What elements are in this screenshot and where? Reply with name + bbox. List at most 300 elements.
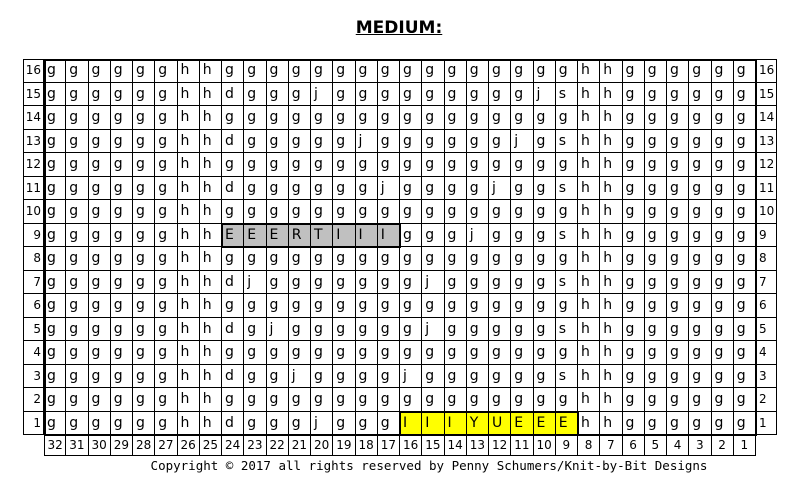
stitch-cell: g xyxy=(244,200,266,224)
stitch-cell: g xyxy=(111,177,133,201)
stitch-cell: h xyxy=(200,247,222,271)
stitch-cell: h xyxy=(600,177,622,201)
stitch-cell: h xyxy=(578,106,600,130)
stitch-cell: g xyxy=(534,294,556,318)
stitch-cell: g xyxy=(645,83,667,107)
stitch-cell: g xyxy=(422,59,444,83)
stitch-cell: g xyxy=(244,318,266,342)
stitch-cell: g xyxy=(378,388,400,412)
stitch-cell: g xyxy=(489,388,511,412)
stitch-cell: g xyxy=(311,388,333,412)
stitch-cell: s xyxy=(556,177,578,201)
row-number-right: 16 xyxy=(756,59,777,83)
stitch-cell: g xyxy=(467,388,489,412)
stitch-cell: h xyxy=(200,318,222,342)
stitch-cell: g xyxy=(511,318,533,342)
stitch-cell: g xyxy=(289,341,311,365)
stitch-cell: g xyxy=(734,247,756,271)
stitch-cell: g xyxy=(44,83,66,107)
stitch-cell: g xyxy=(667,83,689,107)
stitch-cell: g xyxy=(356,412,378,436)
stitch-cell: g xyxy=(734,59,756,83)
column-number: 14 xyxy=(445,435,467,456)
stitch-cell: g xyxy=(356,247,378,271)
stitch-cell: g xyxy=(689,294,711,318)
stitch-cell: g xyxy=(734,153,756,177)
stitch-cell: g xyxy=(66,388,88,412)
row-number-left: 4 xyxy=(23,341,44,365)
stitch-cell: g xyxy=(467,153,489,177)
stitch-cell: h xyxy=(600,59,622,83)
stitch-cell: g xyxy=(66,130,88,154)
stitch-cell: h xyxy=(578,365,600,389)
stitch-cell: g xyxy=(623,271,645,295)
stitch-cell: g xyxy=(378,318,400,342)
stitch-cell: g xyxy=(311,59,333,83)
stitch-cell: g xyxy=(133,388,155,412)
stitch-cell: g xyxy=(133,224,155,248)
stitch-cell: g xyxy=(445,247,467,271)
stitch-cell: g xyxy=(489,341,511,365)
stitch-cell: g xyxy=(645,130,667,154)
stitch-cell: g xyxy=(222,200,244,224)
stitch-cell: g xyxy=(267,412,289,436)
stitch-cell: h xyxy=(200,153,222,177)
stitch-cell: h xyxy=(578,130,600,154)
stitch-cell: g xyxy=(111,224,133,248)
stitch-cell: g xyxy=(155,318,177,342)
stitch-cell: g xyxy=(445,153,467,177)
stitch-cell: g xyxy=(667,200,689,224)
stitch-cell: h xyxy=(600,412,622,436)
stitch-cell: g xyxy=(623,412,645,436)
column-number: 26 xyxy=(178,435,200,456)
stitch-cell: g xyxy=(356,271,378,295)
chart-title: MEDIUM: xyxy=(355,18,443,38)
stitch-cell: g xyxy=(267,388,289,412)
stitch-cell: g xyxy=(333,200,355,224)
stitch-cell: g xyxy=(44,412,66,436)
stitch-cell: g xyxy=(111,388,133,412)
stitch-cell: g xyxy=(267,294,289,318)
stitch-cell: g xyxy=(44,365,66,389)
stitch-cell: g xyxy=(422,83,444,107)
stitch-cell: j xyxy=(311,83,333,107)
stitch-cell: h xyxy=(178,83,200,107)
stitch-cell: g xyxy=(445,365,467,389)
stitch-cell: g xyxy=(66,294,88,318)
stitch-cell: j xyxy=(422,318,444,342)
row-number-right: 4 xyxy=(756,341,777,365)
stitch-cell: g xyxy=(244,130,266,154)
stitch-cell: g xyxy=(556,200,578,224)
stitch-cell: g xyxy=(489,200,511,224)
stitch-cell: g xyxy=(712,341,734,365)
stitch-cell: h xyxy=(200,224,222,248)
stitch-cell: g xyxy=(155,130,177,154)
stitch-cell: g xyxy=(734,130,756,154)
stitch-cell: g xyxy=(89,153,111,177)
stitch-cell: g xyxy=(534,341,556,365)
stitch-cell: g xyxy=(89,341,111,365)
stitch-cell: g xyxy=(734,412,756,436)
stitch-cell: g xyxy=(534,388,556,412)
stitch-cell: g xyxy=(111,247,133,271)
stitch-cell: g xyxy=(44,59,66,83)
stitch-cell: g xyxy=(133,294,155,318)
stitch-cell: g xyxy=(422,247,444,271)
stitch-cell: g xyxy=(645,106,667,130)
stitch-cell: g xyxy=(422,130,444,154)
stitch-cell: g xyxy=(111,130,133,154)
row-number-left: 16 xyxy=(23,59,44,83)
stitch-cell: g xyxy=(734,271,756,295)
stitch-cell: g xyxy=(378,153,400,177)
stitch-cell: g xyxy=(89,388,111,412)
stitch-cell: h xyxy=(178,177,200,201)
stitch-cell: g xyxy=(155,59,177,83)
stitch-cell: j xyxy=(534,83,556,107)
stitch-cell: g xyxy=(645,271,667,295)
stitch-cell: g xyxy=(400,224,422,248)
stitch-cell: h xyxy=(178,271,200,295)
stitch-cell: g xyxy=(289,318,311,342)
stitch-cell: h xyxy=(578,200,600,224)
stitch-cell: g xyxy=(89,106,111,130)
stitch-cell: s xyxy=(556,224,578,248)
stitch-cell: g xyxy=(400,271,422,295)
stitch-cell: g xyxy=(534,318,556,342)
stitch-cell: g xyxy=(511,224,533,248)
stitch-cell: g xyxy=(445,130,467,154)
row-number-left: 5 xyxy=(23,318,44,342)
stitch-cell: g xyxy=(511,106,533,130)
stitch-cell: g xyxy=(534,247,556,271)
stitch-cell: g xyxy=(489,271,511,295)
stitch-cell: g xyxy=(133,177,155,201)
stitch-cell: g xyxy=(712,412,734,436)
stitch-cell: h xyxy=(578,177,600,201)
stitch-cell: g xyxy=(645,318,667,342)
stitch-cell: h xyxy=(178,224,200,248)
stitch-cell: g xyxy=(356,83,378,107)
stitch-cell: g xyxy=(489,59,511,83)
stitch-cell: g xyxy=(333,177,355,201)
stitch-cell: g xyxy=(445,388,467,412)
stitch-cell: h xyxy=(600,200,622,224)
stitch-cell: j xyxy=(378,177,400,201)
stitch-cell: g xyxy=(66,224,88,248)
stitch-cell: g xyxy=(445,83,467,107)
stitch-cell: g xyxy=(689,247,711,271)
stitch-cell: g xyxy=(89,247,111,271)
stitch-cell: g xyxy=(267,83,289,107)
stitch-cell: h xyxy=(200,365,222,389)
row-number-right: 8 xyxy=(756,247,777,271)
stitch-cell: g xyxy=(356,59,378,83)
stitch-cell: h xyxy=(200,271,222,295)
stitch-cell: g xyxy=(311,177,333,201)
stitch-cell: g xyxy=(511,247,533,271)
stitch-cell: g xyxy=(111,365,133,389)
stitch-cell: g xyxy=(333,365,355,389)
stitch-cell: h xyxy=(578,59,600,83)
stitch-cell: g xyxy=(378,341,400,365)
stitch-cell: g xyxy=(422,388,444,412)
stitch-cell: g xyxy=(534,130,556,154)
stitch-cell: g xyxy=(667,318,689,342)
stitch-cell: h xyxy=(200,200,222,224)
stitch-cell: g xyxy=(133,106,155,130)
stitch-cell: g xyxy=(378,412,400,436)
stitch-cell: g xyxy=(133,247,155,271)
stitch-cell: h xyxy=(178,106,200,130)
stitch-cell: g xyxy=(534,224,556,248)
stitch-cell: g xyxy=(311,318,333,342)
stitch-cell: h xyxy=(200,177,222,201)
stitch-cell: g xyxy=(267,153,289,177)
row-number-right: 6 xyxy=(756,294,777,318)
stitch-cell: g xyxy=(111,318,133,342)
stitch-cell: g xyxy=(511,83,533,107)
stitch-cell: g xyxy=(89,59,111,83)
stitch-cell: g xyxy=(667,59,689,83)
stitch-cell: g xyxy=(489,247,511,271)
stitch-cell: g xyxy=(267,59,289,83)
stitch-cell: g xyxy=(222,153,244,177)
stitch-cell: g xyxy=(311,200,333,224)
row-number-right: 5 xyxy=(756,318,777,342)
stitch-cell: h xyxy=(178,365,200,389)
stitch-cell: g xyxy=(111,341,133,365)
stitch-cell: I xyxy=(422,412,444,436)
stitch-cell: g xyxy=(422,224,444,248)
stitch-cell: g xyxy=(66,153,88,177)
stitch-cell: h xyxy=(578,318,600,342)
stitch-cell: h xyxy=(578,271,600,295)
row-number-left: 13 xyxy=(23,130,44,154)
stitch-cell: h xyxy=(600,224,622,248)
stitch-cell: g xyxy=(111,412,133,436)
stitch-cell: g xyxy=(133,200,155,224)
stitch-cell: s xyxy=(556,130,578,154)
stitch-cell: g xyxy=(712,177,734,201)
stitch-cell: g xyxy=(378,200,400,224)
stitch-cell: g xyxy=(267,177,289,201)
stitch-cell: g xyxy=(667,365,689,389)
stitch-cell: g xyxy=(66,318,88,342)
stitch-cell: g xyxy=(133,341,155,365)
stitch-cell: g xyxy=(155,177,177,201)
column-number: 2 xyxy=(712,435,734,456)
stitch-cell: T xyxy=(311,224,333,248)
stitch-cell: g xyxy=(489,130,511,154)
stitch-cell: g xyxy=(623,83,645,107)
stitch-cell: h xyxy=(600,130,622,154)
stitch-cell: g xyxy=(66,412,88,436)
stitch-cell: g xyxy=(244,412,266,436)
stitch-cell: g xyxy=(534,200,556,224)
stitch-cell: g xyxy=(689,318,711,342)
stitch-cell: g xyxy=(689,130,711,154)
row-number-right: 10 xyxy=(756,200,777,224)
stitch-cell: g xyxy=(333,130,355,154)
stitch-cell: g xyxy=(244,341,266,365)
stitch-cell: g xyxy=(155,224,177,248)
column-number: 6 xyxy=(623,435,645,456)
stitch-cell: g xyxy=(689,83,711,107)
knitting-chart-grid xyxy=(23,59,776,454)
stitch-cell: h xyxy=(600,271,622,295)
stitch-cell: h xyxy=(178,59,200,83)
stitch-cell: g xyxy=(534,177,556,201)
stitch-cell: g xyxy=(155,271,177,295)
stitch-cell: g xyxy=(667,341,689,365)
stitch-cell: h xyxy=(600,365,622,389)
stitch-cell: g xyxy=(133,412,155,436)
stitch-cell: g xyxy=(467,106,489,130)
stitch-cell: g xyxy=(244,83,266,107)
stitch-cell: g xyxy=(400,153,422,177)
stitch-cell: g xyxy=(467,365,489,389)
stitch-cell: h xyxy=(578,294,600,318)
stitch-cell: g xyxy=(289,200,311,224)
stitch-cell: h xyxy=(600,247,622,271)
row-number-left: 11 xyxy=(23,177,44,201)
stitch-cell: h xyxy=(578,388,600,412)
stitch-cell: g xyxy=(378,294,400,318)
stitch-cell: I xyxy=(378,224,400,248)
stitch-cell: g xyxy=(155,247,177,271)
stitch-cell: j xyxy=(289,365,311,389)
stitch-cell: g xyxy=(400,83,422,107)
stitch-cell: h xyxy=(578,341,600,365)
stitch-cell: g xyxy=(556,341,578,365)
stitch-cell: g xyxy=(133,59,155,83)
stitch-cell: R xyxy=(289,224,311,248)
stitch-cell: g xyxy=(289,271,311,295)
stitch-cell: g xyxy=(467,83,489,107)
stitch-cell: g xyxy=(44,318,66,342)
stitch-cell: g xyxy=(645,177,667,201)
stitch-cell: g xyxy=(511,341,533,365)
stitch-cell: g xyxy=(356,365,378,389)
stitch-cell: g xyxy=(155,200,177,224)
stitch-cell: g xyxy=(445,200,467,224)
stitch-cell: g xyxy=(712,59,734,83)
stitch-cell: g xyxy=(689,177,711,201)
row-number-left: 12 xyxy=(23,153,44,177)
stitch-cell: h xyxy=(178,341,200,365)
column-number: 27 xyxy=(155,435,177,456)
stitch-cell: g xyxy=(133,365,155,389)
stitch-cell: g xyxy=(689,106,711,130)
stitch-cell: g xyxy=(89,412,111,436)
stitch-cell: g xyxy=(155,153,177,177)
stitch-cell: g xyxy=(89,130,111,154)
stitch-cell: g xyxy=(155,106,177,130)
stitch-cell: g xyxy=(133,318,155,342)
stitch-cell: g xyxy=(556,59,578,83)
row-number-right: 11 xyxy=(756,177,777,201)
stitch-cell: g xyxy=(333,83,355,107)
stitch-cell: g xyxy=(645,365,667,389)
stitch-cell: g xyxy=(645,153,667,177)
column-number: 22 xyxy=(267,435,289,456)
stitch-cell: g xyxy=(378,247,400,271)
row-number-left: 15 xyxy=(23,83,44,107)
stitch-cell: g xyxy=(734,318,756,342)
stitch-cell: g xyxy=(66,247,88,271)
row-number-right: 7 xyxy=(756,271,777,295)
stitch-cell: g xyxy=(556,153,578,177)
stitch-cell: d xyxy=(222,318,244,342)
stitch-cell: h xyxy=(600,106,622,130)
stitch-cell: g xyxy=(534,59,556,83)
stitch-cell: g xyxy=(111,153,133,177)
column-number: 9 xyxy=(556,435,578,456)
stitch-cell: j xyxy=(422,271,444,295)
stitch-cell: h xyxy=(200,412,222,436)
stitch-cell: g xyxy=(378,130,400,154)
stitch-cell: g xyxy=(712,247,734,271)
stitch-cell: j xyxy=(489,177,511,201)
stitch-cell: g xyxy=(289,130,311,154)
stitch-cell: g xyxy=(155,83,177,107)
stitch-cell: g xyxy=(445,106,467,130)
stitch-cell: g xyxy=(445,177,467,201)
row-number-right: 12 xyxy=(756,153,777,177)
column-number: 20 xyxy=(311,435,333,456)
stitch-cell: g xyxy=(333,388,355,412)
stitch-cell: g xyxy=(400,294,422,318)
stitch-cell: g xyxy=(511,365,533,389)
stitch-cell: g xyxy=(89,318,111,342)
stitch-cell: g xyxy=(623,365,645,389)
stitch-cell: g xyxy=(400,59,422,83)
stitch-cell: g xyxy=(356,106,378,130)
stitch-cell: g xyxy=(667,153,689,177)
stitch-cell: g xyxy=(378,59,400,83)
stitch-cell: g xyxy=(712,294,734,318)
stitch-cell: g xyxy=(66,106,88,130)
row-number-left: 2 xyxy=(23,388,44,412)
stitch-cell: h xyxy=(200,341,222,365)
stitch-cell: h xyxy=(200,83,222,107)
stitch-cell: g xyxy=(689,412,711,436)
stitch-cell: g xyxy=(422,106,444,130)
stitch-cell: g xyxy=(645,247,667,271)
stitch-cell: g xyxy=(667,247,689,271)
stitch-cell: g xyxy=(623,318,645,342)
stitch-cell: g xyxy=(378,365,400,389)
stitch-cell: g xyxy=(289,388,311,412)
stitch-cell: g xyxy=(712,388,734,412)
stitch-cell: g xyxy=(400,318,422,342)
row-number-right: 14 xyxy=(756,106,777,130)
stitch-cell: h xyxy=(178,130,200,154)
stitch-cell: E xyxy=(244,224,266,248)
stitch-cell: g xyxy=(333,247,355,271)
stitch-cell: g xyxy=(467,59,489,83)
stitch-cell: g xyxy=(645,224,667,248)
stitch-cell: g xyxy=(556,294,578,318)
stitch-cell: g xyxy=(155,341,177,365)
column-number: 15 xyxy=(422,435,444,456)
stitch-cell: g xyxy=(734,294,756,318)
stitch-cell: g xyxy=(623,247,645,271)
stitch-cell: g xyxy=(133,271,155,295)
